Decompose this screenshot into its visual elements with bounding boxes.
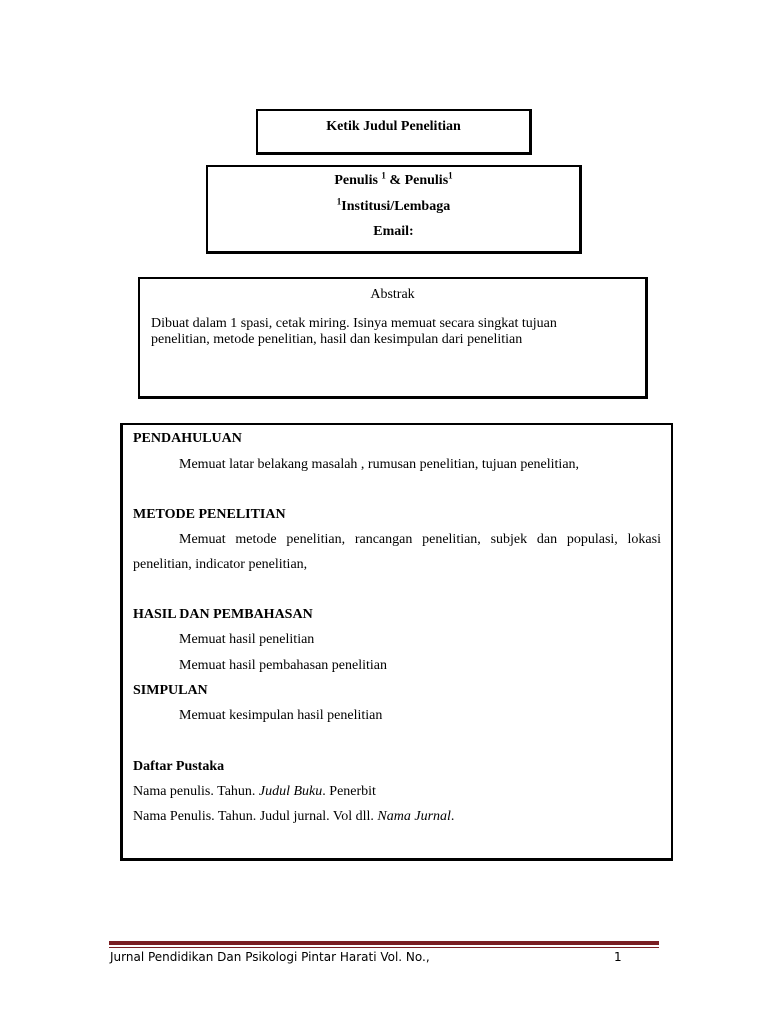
footer-rule-thick [109,941,659,945]
footer-journal: Jurnal Pendidikan Dan Psikologi Pintar Harati Vol. No., [110,950,430,964]
reference-2 [133,809,454,825]
institution: Institusi/Lembaga [341,199,451,214]
metode-text-1 [179,532,661,548]
abstract-body [151,316,625,348]
word: penelitian, [286,532,346,547]
abstract-heading: Abstrak [370,287,415,302]
email-line: Email: [373,224,414,239]
word: dan [536,532,558,547]
reference-1-italic: Judul Buku [258,784,323,799]
word: populasi, [566,532,618,547]
metode-text-2: penelitian, indicator penelitian, [133,557,308,572]
hasil-heading: HASIL DAN PEMBAHASAN [133,607,313,622]
title-box [256,109,532,155]
word: Memuat [179,532,226,547]
reference-1 [133,784,376,800]
reference-1-end: . Penerbit [322,784,376,799]
abstract-line-2: penelitian, metode penelitian, hasil dan kesimpulan dari penelitian [151,332,523,347]
hasil-text-1: Memuat hasil penelitian [179,632,315,647]
content-box [120,423,673,861]
reference-2-part: Nama Penulis. Tahun. Judul jurnal. Vol dll. [133,809,378,824]
daftar-pustaka-heading: Daftar Pustaka [133,759,225,774]
hasil-text-2: Memuat hasil pembahasan penelitian [179,658,387,673]
institution-sup: 1 [336,196,342,207]
reference-2-end: . [450,809,455,824]
word: rancangan [354,532,413,547]
word: subjek [490,532,528,547]
reference-1-part: Nama penulis. Tahun. [133,784,259,799]
pendahuluan-heading: PENDAHULUAN [133,431,242,446]
author-1: Penulis [334,173,382,188]
author-box [206,165,582,254]
author-1-sup: 1 [381,170,386,181]
author-2-sup: 1 [448,170,453,181]
abstract-box [138,277,648,399]
paper-title: Ketik Judul Penelitian [326,119,461,134]
metode-heading: METODE PENELITIAN [133,507,286,522]
simpulan-heading: SIMPULAN [133,683,208,698]
page-number: 1 [614,950,622,964]
reference-2-italic: Nama Jurnal [377,809,451,824]
word: penelitian, [422,532,481,547]
authors-line [208,170,579,189]
simpulan-text: Memuat kesimpulan hasil penelitian [179,708,383,723]
author-2: & Penulis [385,173,449,188]
pendahuluan-text: Memuat latar belakang masalah , rumusan penelitian, tujuan penelitian, [179,457,580,472]
footer-rule-thin [109,947,659,948]
word: lokasi [627,532,661,547]
word: metode [235,532,277,547]
abstract-line-1: Dibuat dalam 1 spasi, cetak miring. Isinya memuat secara singkat tujuan [151,316,557,331]
institution-line [208,196,579,215]
